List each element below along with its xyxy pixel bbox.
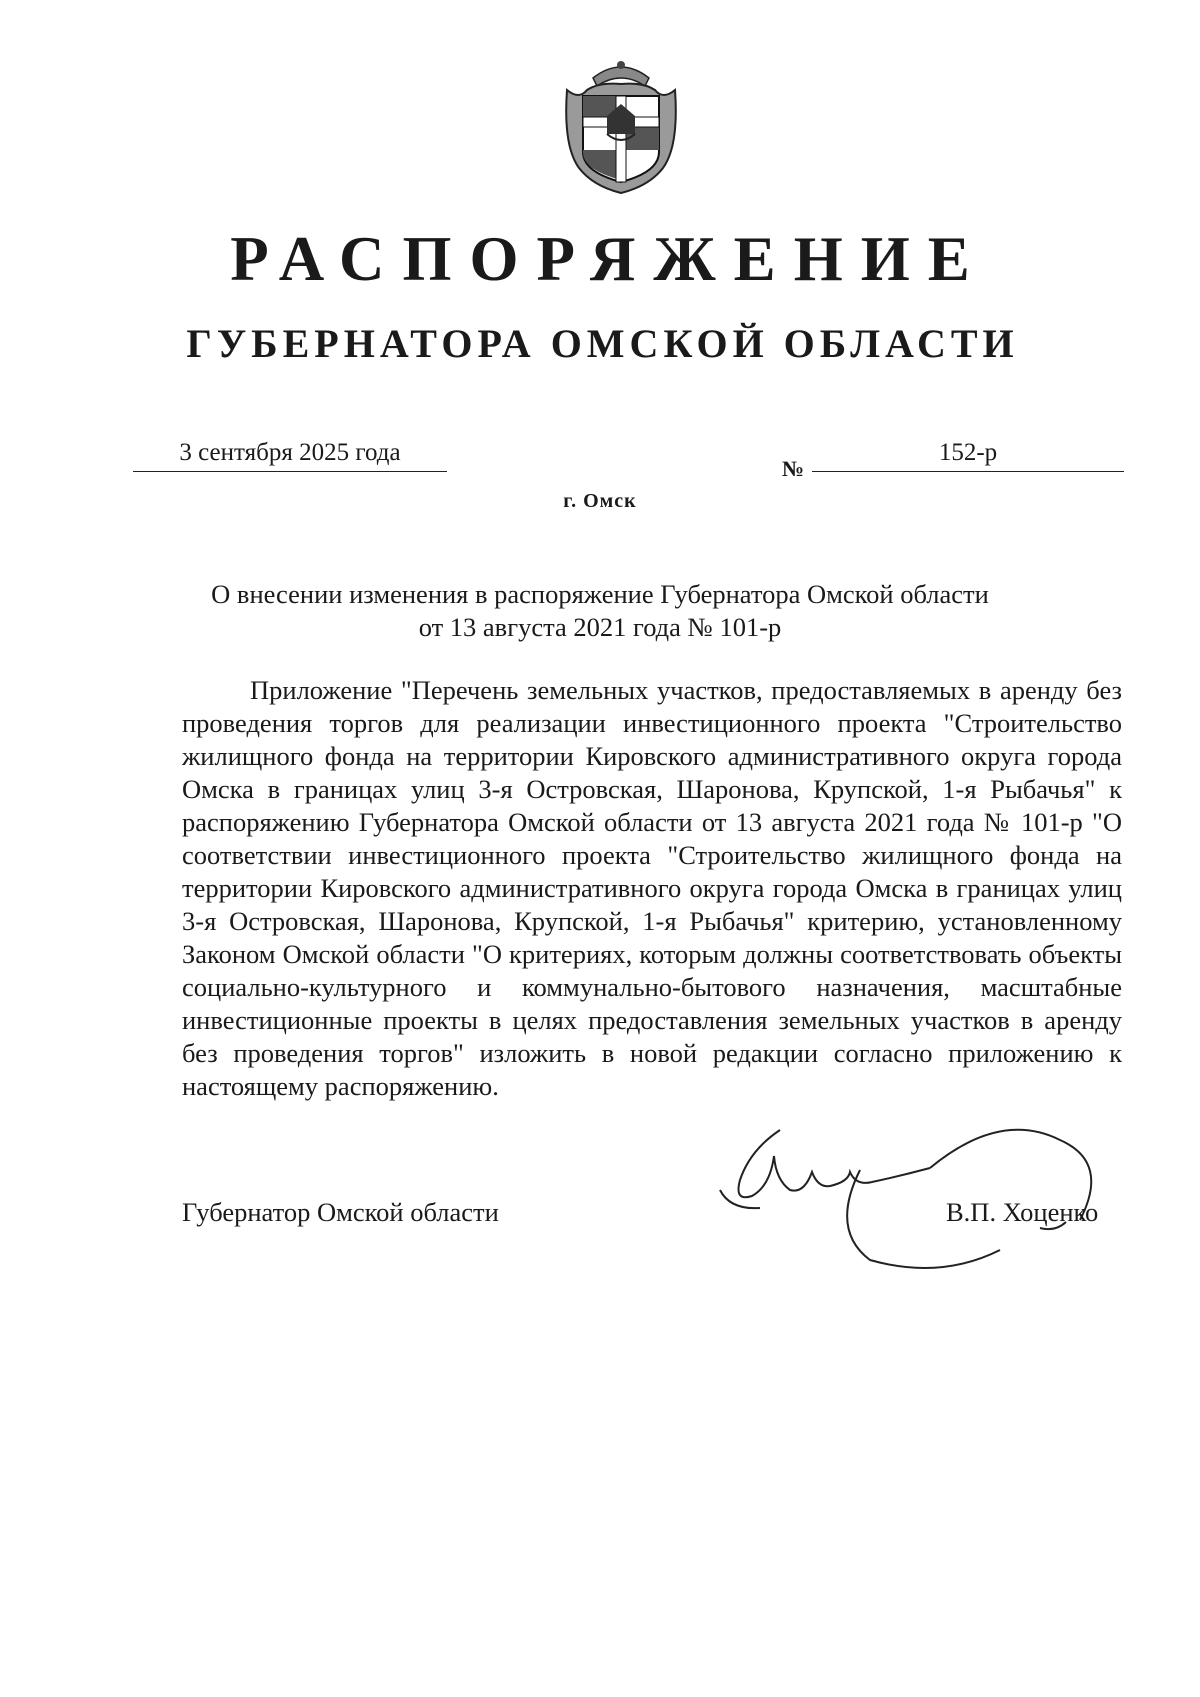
signatory-name: В.П. Хоценко xyxy=(946,1197,1099,1227)
document-city: г. Омск xyxy=(563,490,637,512)
signatory-position: Губернатор Омской области xyxy=(182,1197,499,1227)
heading-line-1: О внесении изменения в распоряжение Губернатора Омской области xyxy=(211,579,989,609)
coat-of-arms-icon xyxy=(563,56,679,194)
document-heading xyxy=(160,578,1040,644)
body-paragraph: Приложение "Перечень земельных участков, предоставляемых в аренду без проведения торгов для реализации инвестиционного проекта "Строительство жилищного фонда на территории Кировского административного округа города Омска в границах улиц 3-я Островская, Шаронова, Крупской, 1-я Рыбачья" к распоряжению Губернатора Омской области от 13 августа 2021 года № 101-р "О соответствии инвестиционного проекта "Строительство жилищного фонда на территории Кировского административного округа города Омска в границах улиц 3-я Островская, Шаронова, Крупской, 1-я Рыбачья" критерию, установленному Законом Омской области "О критериях, которым должны соответствовать объекты социально-культурного и коммунально-бытового назначения, масштабные инвестиционные проекты в целях предоставления земельных участков в аренду без проведения торгов" изложить в новой редакции согласно приложению к настоящему распоряжению. xyxy=(182,675,1122,1101)
document-date: 3 сентября 2025 года xyxy=(179,439,401,466)
heading-line-2: от 13 августа 2021 года № 101-р xyxy=(418,612,782,642)
number-sign: № xyxy=(782,456,805,481)
document-subtitle: ГУБЕРНАТОРА ОМСКОЙ ОБЛАСТИ xyxy=(186,321,1019,366)
document-title: РАСПОРЯЖЕНИЕ xyxy=(230,224,988,294)
date-underline xyxy=(133,471,447,472)
number-underline xyxy=(812,471,1124,472)
handwritten-signature xyxy=(700,1110,1120,1280)
document-number: 152-р xyxy=(938,439,998,466)
